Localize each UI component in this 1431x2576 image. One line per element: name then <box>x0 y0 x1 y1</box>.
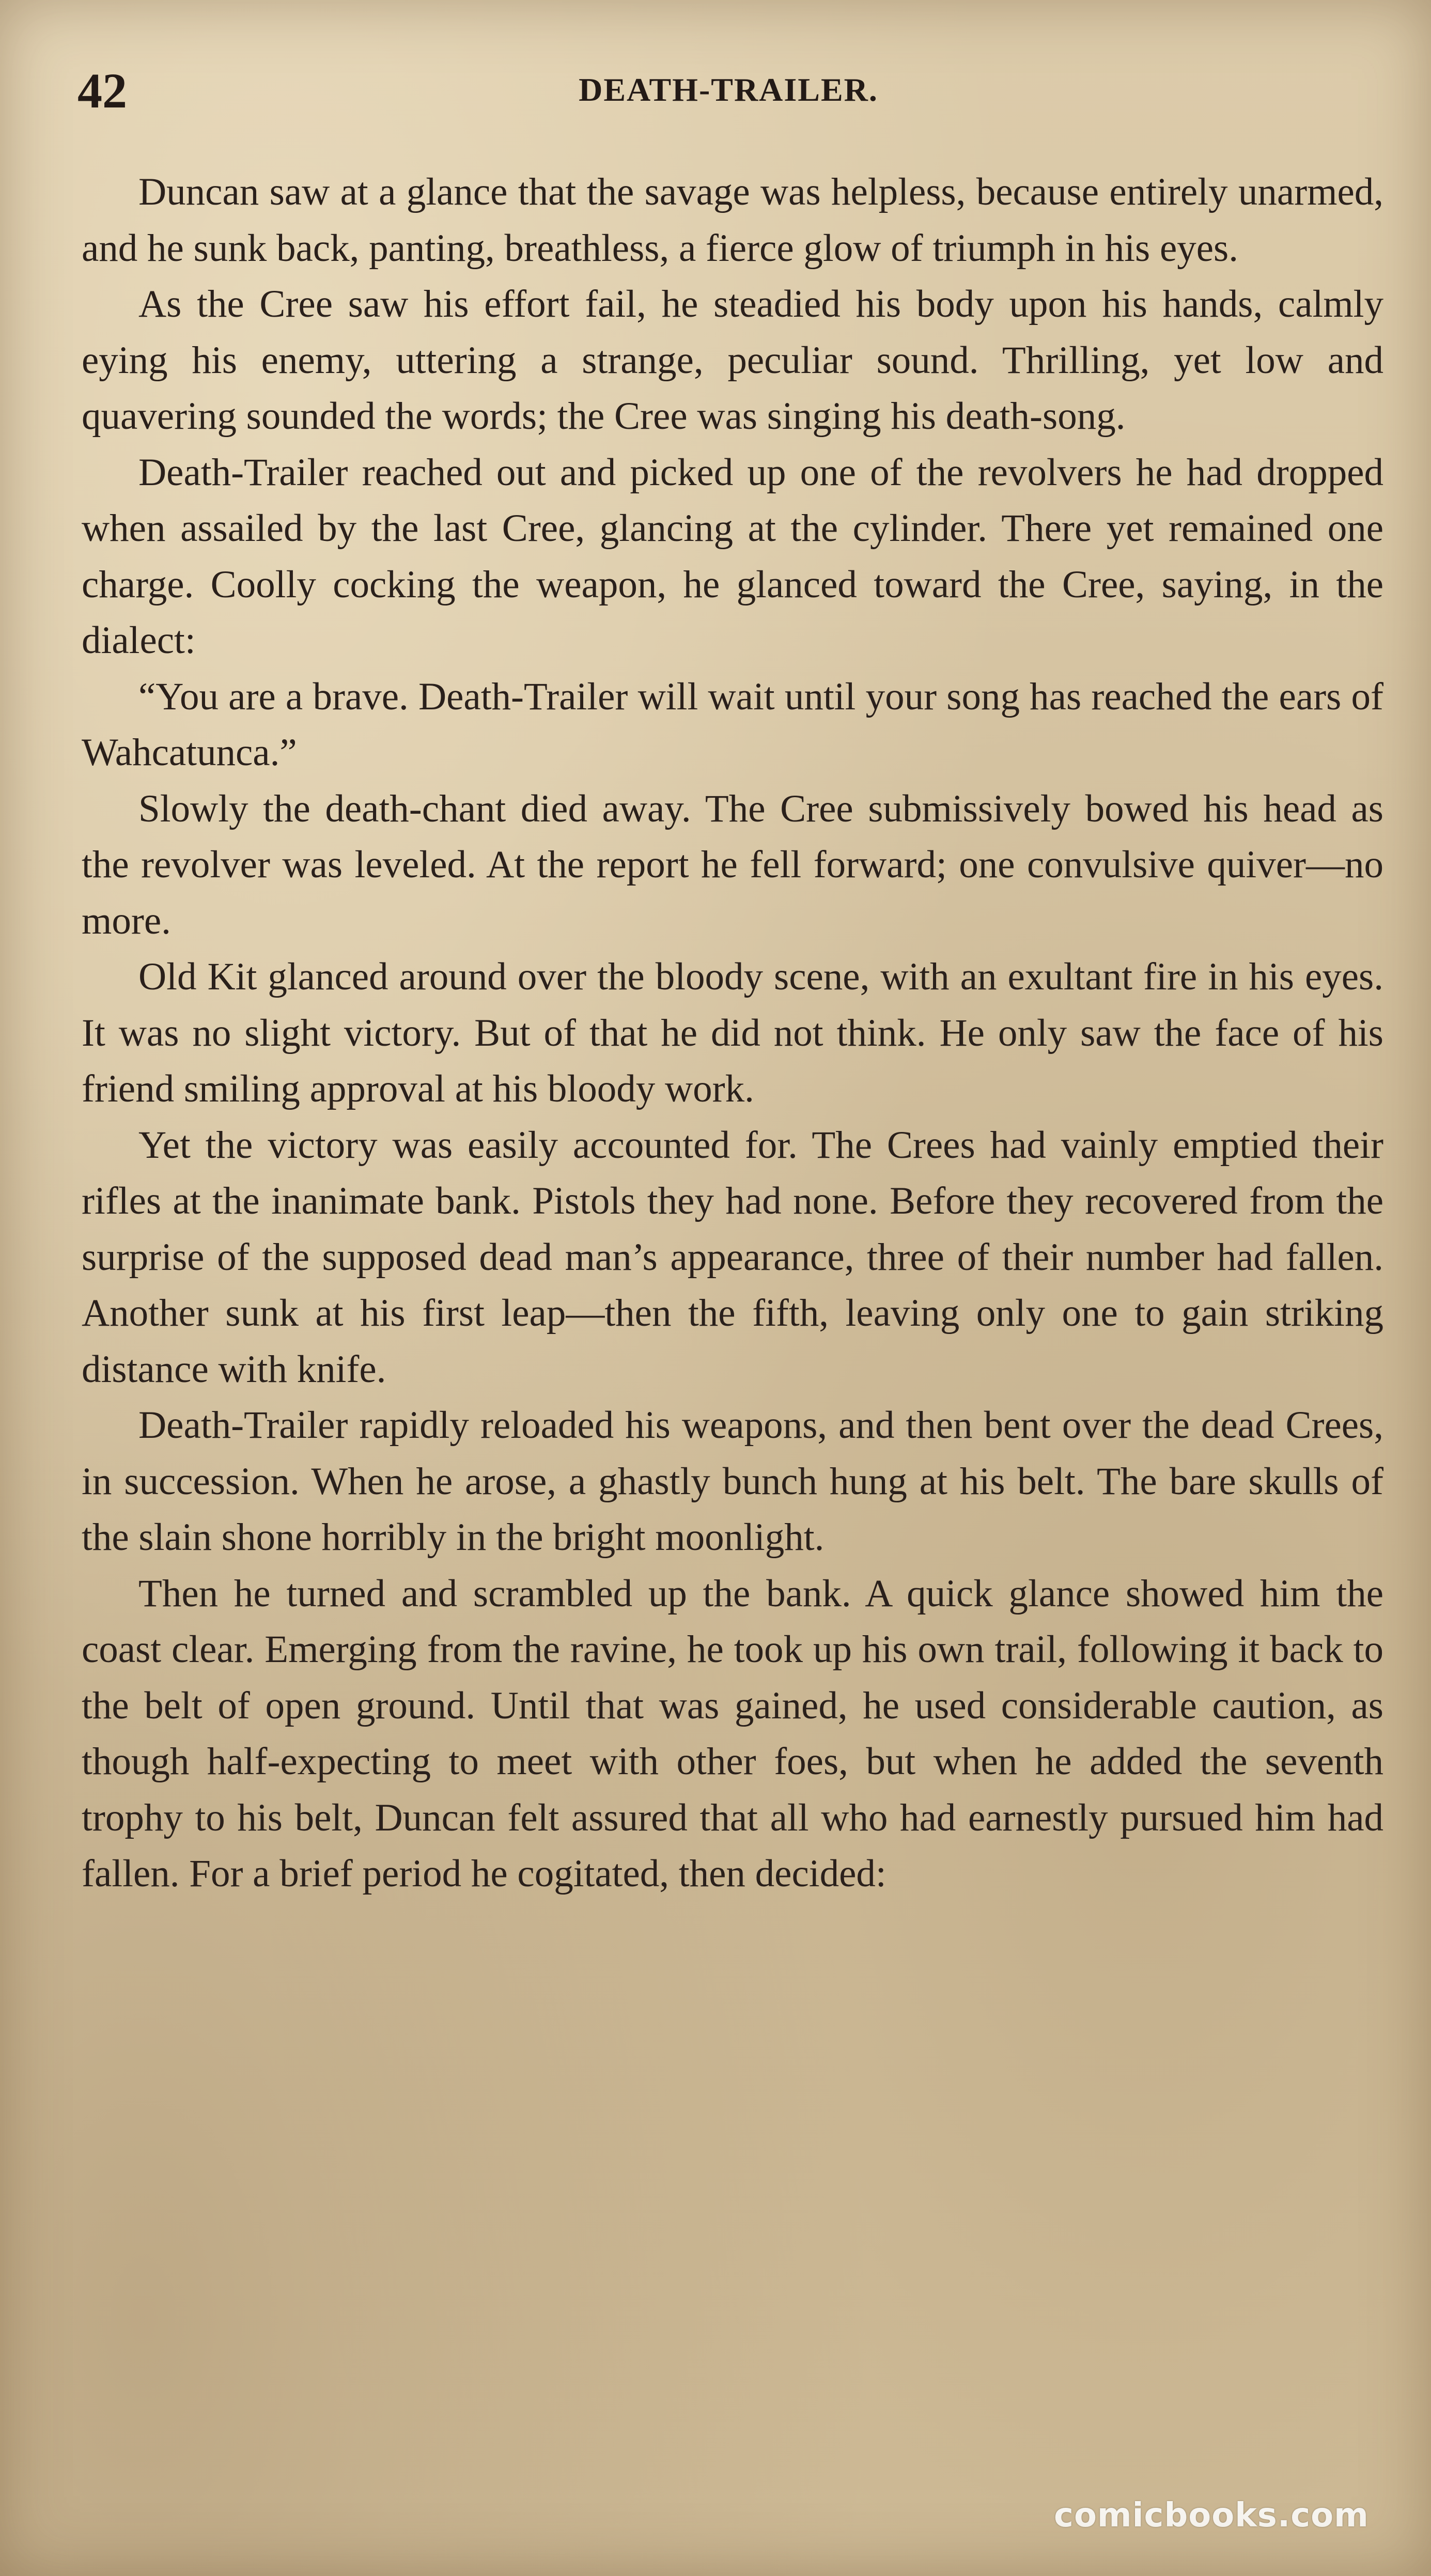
paragraph: Then he turned and scrambled up the bank. A quick glance showed him the coast clear. Emerging from the ravine, he took up his own trail, following it back to the belt of open ground. Until that was gained, he used considerable caution, as though half-expecting to meet with other foes, but when he added the seventh trophy to his belt, Duncan felt assured that all who had earnestly pursued him had fallen. For a brief period he cogitated, then decided: <box>82 1572 1383 1895</box>
paragraph: “You are a brave. Death-Trailer will wait until your song has reached the ears of Wahcatunca.” <box>82 675 1383 774</box>
paragraph: Death-Trailer rapidly reloaded his weapons, and then bent over the dead Crees, in succession. When he arose, a ghastly bunch hung at his belt. The bare skulls of the slain shone horribly in the bright moonlight. <box>82 1404 1383 1559</box>
paragraph: Yet the victory was easily accounted for. The Crees had vainly emptied their rifles at the inanimate bank. Pistols they had none. Before they recovered from the surprise of the supposed dead man’s appearance, three of their number had fallen. Another sunk at his first leap—then the fifth, leaving only one to gain striking distance with knife. <box>82 1123 1383 1391</box>
running-title: DEATH-TRAILER. <box>579 71 878 108</box>
body-text <box>82 164 1383 1902</box>
paragraph: Slowly the death-chant died away. The Cree submissively bowed his head as the revolver was leveled. At the report he fell forward; one convulsive quiver—no more. <box>82 787 1383 942</box>
watermark: comicbooks.com <box>1054 2496 1369 2535</box>
page-header <box>77 62 1379 124</box>
paragraph: As the Cree saw his effort fail, he steadied his body upon his hands, calmly eying his enemy, uttering a strange, peculiar sound. Thrilling, yet low and quavering sounded the words; the Cree was singing his death-song. <box>82 283 1383 438</box>
page-number: 42 <box>77 63 127 118</box>
paragraph: Death-Trailer reached out and picked up one of the revolvers he had dropped when assailed by the last Cree, glancing at the cylinder. There yet remained one charge. Coolly cocking the weapon, he glanced toward the Cree, saying, in the dialect: <box>82 451 1383 662</box>
paragraph: Old Kit glanced around over the bloody scene, with an exultant fire in his eyes. It was no slight victory. But of that he did not think. He only saw the face of his friend smiling approval at his bloody work. <box>82 955 1383 1110</box>
paragraph: Duncan saw at a glance that the savage was helpless, because entirely unarmed, and he sunk back, panting, breathless, a fierce glow of triumph in his eyes. <box>82 170 1383 270</box>
